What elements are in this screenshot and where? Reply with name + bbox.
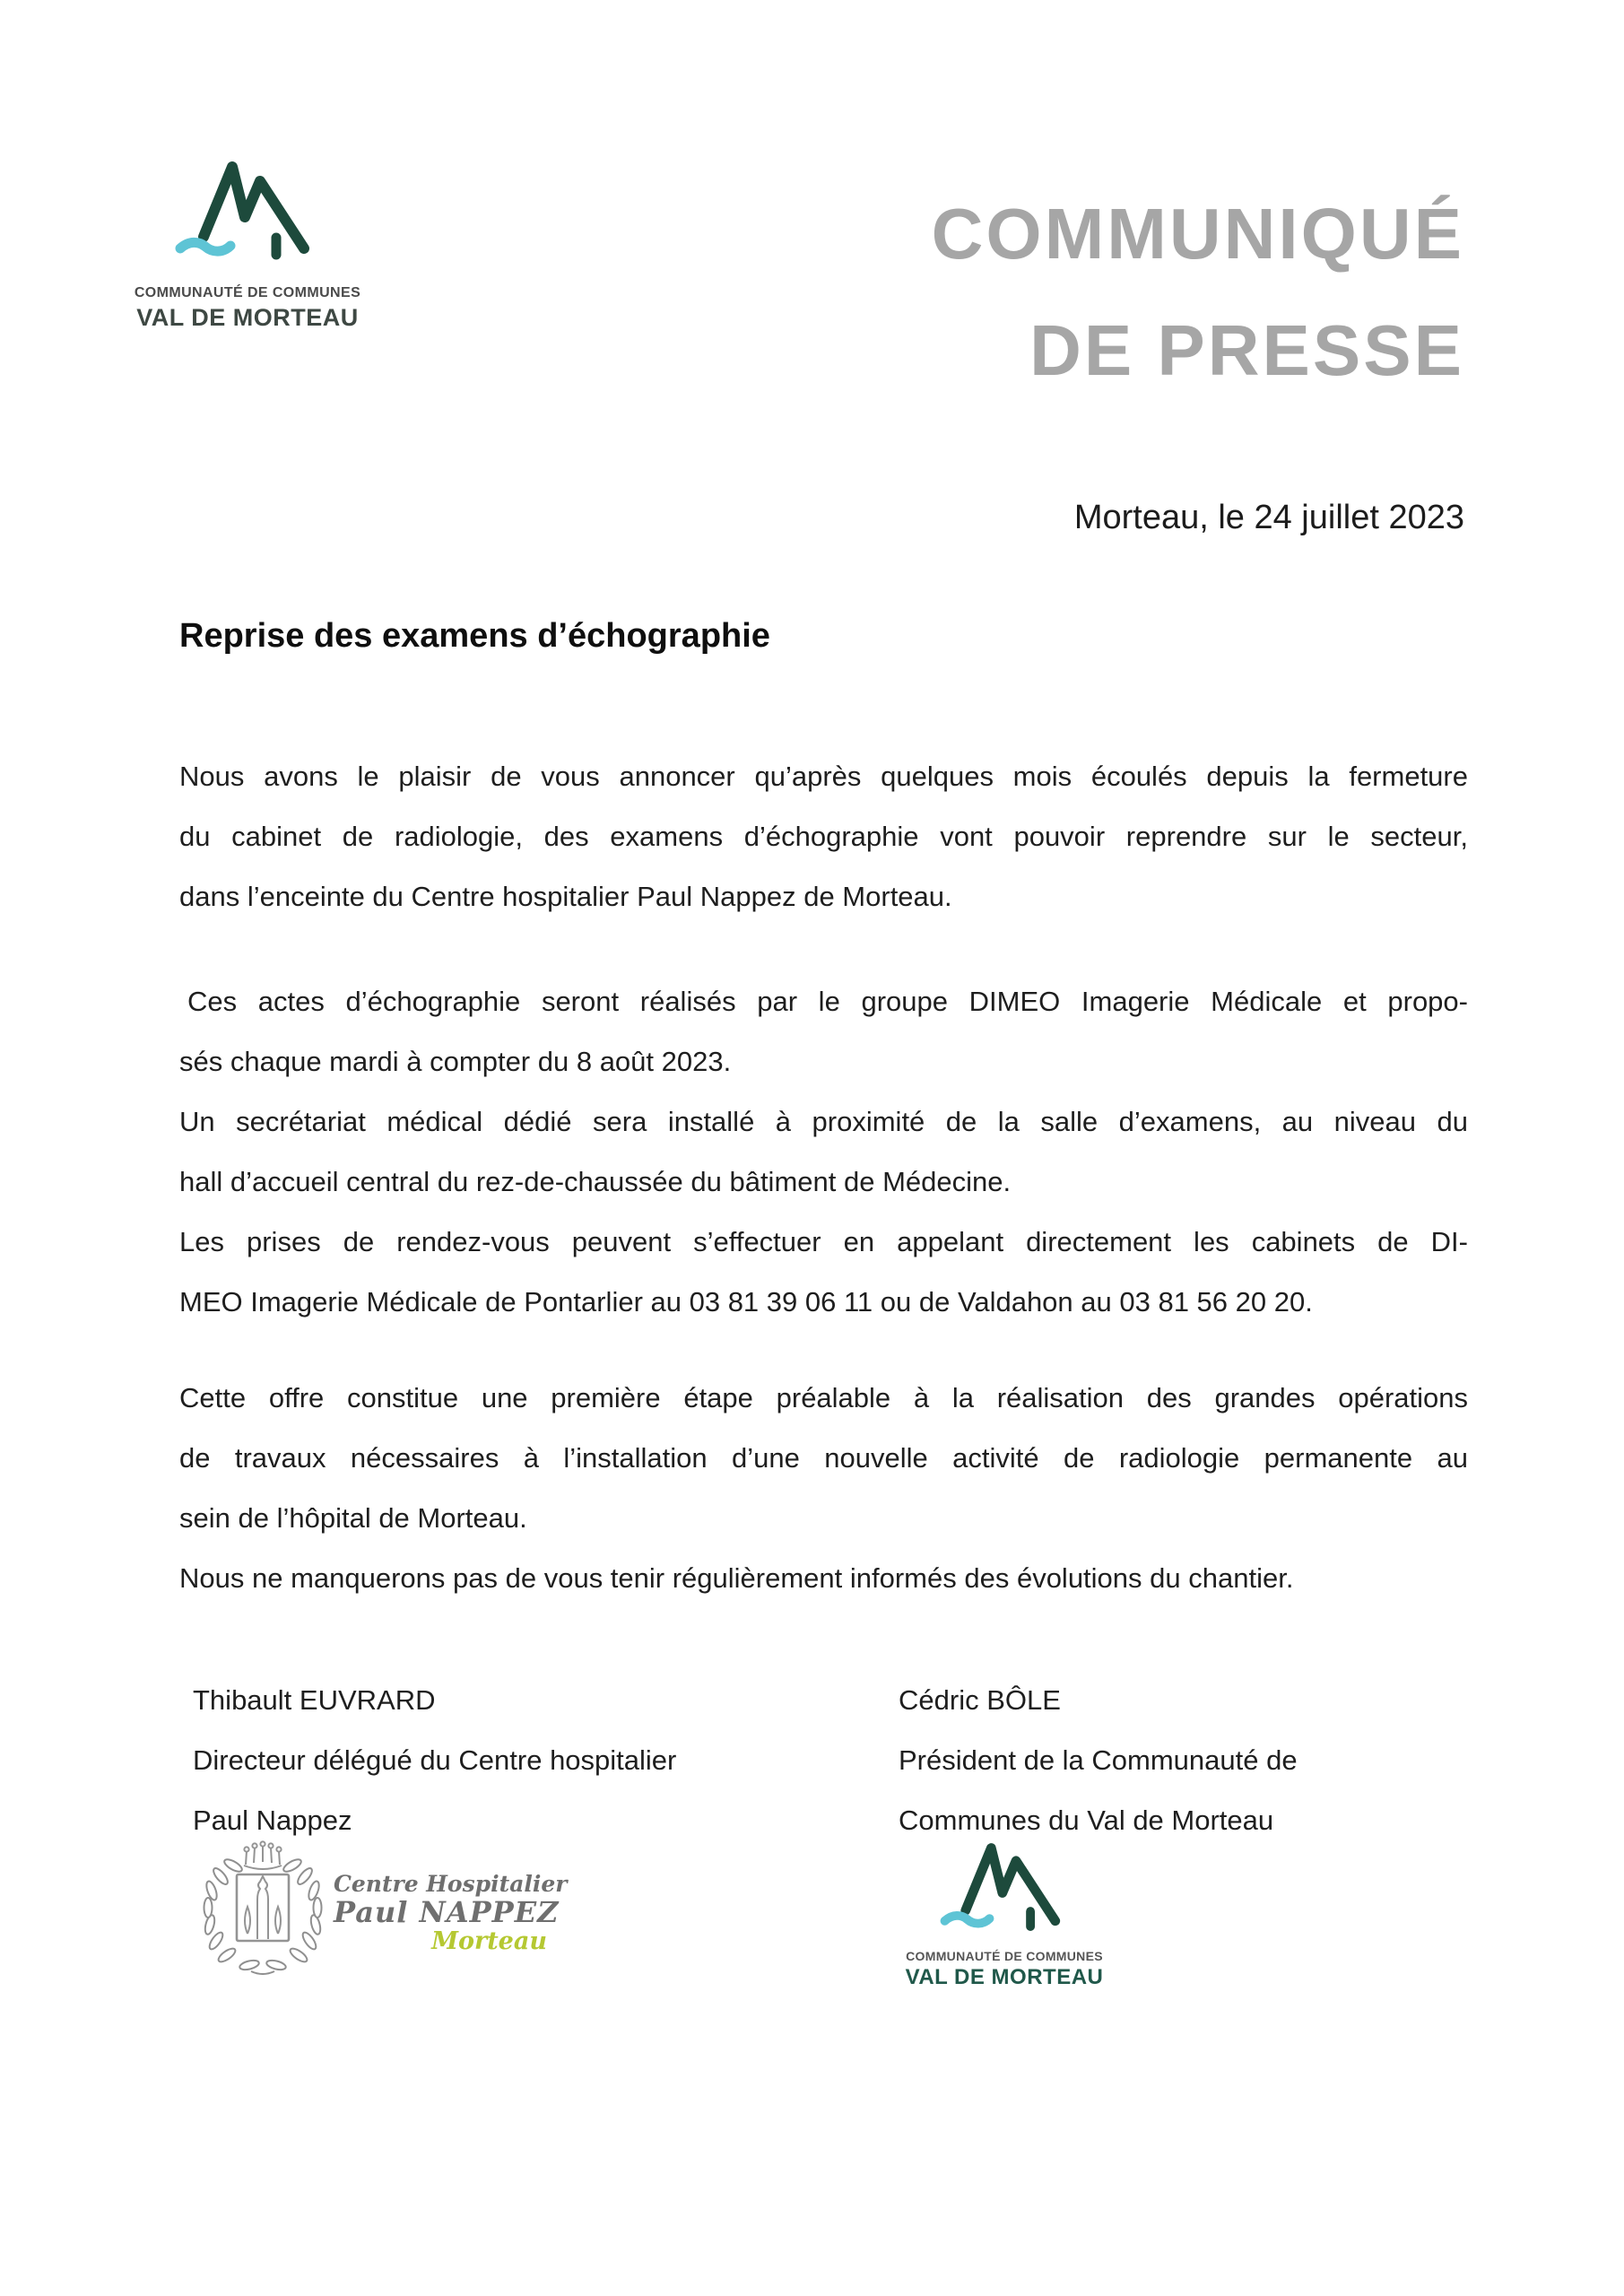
signer-role: Paul Nappez	[193, 1805, 352, 1836]
signer-name: Thibault EUVRARD	[193, 1684, 436, 1716]
body-line: hall d’accueil central du rez-de-chaussée du bâtiment de Médecine.	[179, 1166, 1012, 1197]
body-line: Cette offre constitue une première étape préalable à la réalisation des grandes opérations	[179, 1382, 1468, 1413]
document-title-line1: COMMUNIQUÉ	[931, 194, 1464, 274]
signer-role: Communes du Val de Morteau	[899, 1805, 1274, 1836]
signer-role: Directeur délégué du Centre hospitalier	[193, 1744, 677, 1776]
paragraph	[179, 746, 1468, 926]
logo-org-large: VAL DE MORTEAU	[905, 1965, 1104, 1989]
m-mountain-wave-icon	[940, 1837, 1070, 1935]
signature-block-left	[193, 1670, 676, 1850]
body-text	[179, 746, 1468, 1608]
hospital-paul-nappez-logo	[197, 1833, 568, 2022]
logo-org-large: VAL DE MORTEAU	[136, 304, 359, 331]
paragraph	[179, 1368, 1468, 1608]
logo-org-small: COMMUNAUTÉ DE COMMUNES	[134, 285, 361, 300]
body-line: Les prises de rendez-vous peuvent s’effectuer en appelant directement les cabinets de DI-	[179, 1226, 1468, 1257]
body-line: Nous avons le plaisir de vous annoncer qu’après quelques mois écoulés depuis la fermeture	[179, 761, 1468, 792]
body-line: Un secrétariat médical dédié sera installé à proximité de la salle d’examens, au niveau du	[179, 1106, 1468, 1137]
cc-val-de-morteau-logo	[130, 154, 365, 332]
body-line: Nous ne manquerons pas de vous tenir régulièrement informés des évolutions du chantier.	[179, 1562, 1294, 1594]
body-line: du cabinet de radiologie, des examens d’échographie vont pouvoir reprendre sur le secteur,	[179, 821, 1468, 852]
logo-org-small: COMMUNAUTÉ DE COMMUNES	[906, 1949, 1103, 1963]
body-line: MEO Imagerie Médicale de Pontarlier au 03 81 39 06 11 ou de Valdahon au 03 81 56 20 20.	[179, 1286, 1313, 1318]
body-line: de travaux nécessaires à l’installation d’une nouvelle activité de radiologie permanente au	[179, 1442, 1468, 1474]
signer-role: Président de la Communauté de	[899, 1744, 1298, 1776]
signer-name: Cédric BÔLE	[899, 1684, 1061, 1716]
signature-block-right	[899, 1670, 1298, 1850]
hospital-logo-line1: Centre Hospitalier	[334, 1871, 568, 1897]
body-line: dans l’enceinte du Centre hospitalier Paul Nappez de Morteau.	[179, 881, 952, 912]
body-line: sés chaque mardi à compter du 8 août 2023.	[179, 1046, 732, 1077]
hospital-crest-icon	[197, 1839, 332, 1980]
hospital-logo-line2: Paul NAPPEZ	[334, 1895, 560, 1929]
body-line: sein de l’hôpital de Morteau.	[179, 1502, 527, 1534]
dateline: Morteau, le 24 juillet 2023	[1073, 499, 1464, 536]
headline: Reprise des examens d’échographie	[179, 617, 770, 655]
paragraph	[179, 971, 1468, 1332]
body-line: Ces actes d’échographie seront réalisés par le groupe DIMEO Imagerie Médicale et propo-	[187, 986, 1468, 1017]
hospital-logo-text	[334, 1871, 568, 1955]
cc-val-de-morteau-logo-footer	[897, 1837, 1112, 1990]
document-title	[932, 176, 1464, 409]
hospital-logo-line3: Morteau	[431, 1927, 547, 1955]
m-mountain-wave-icon	[175, 154, 320, 264]
document-title-line2: DE PRESSE	[1029, 310, 1464, 390]
